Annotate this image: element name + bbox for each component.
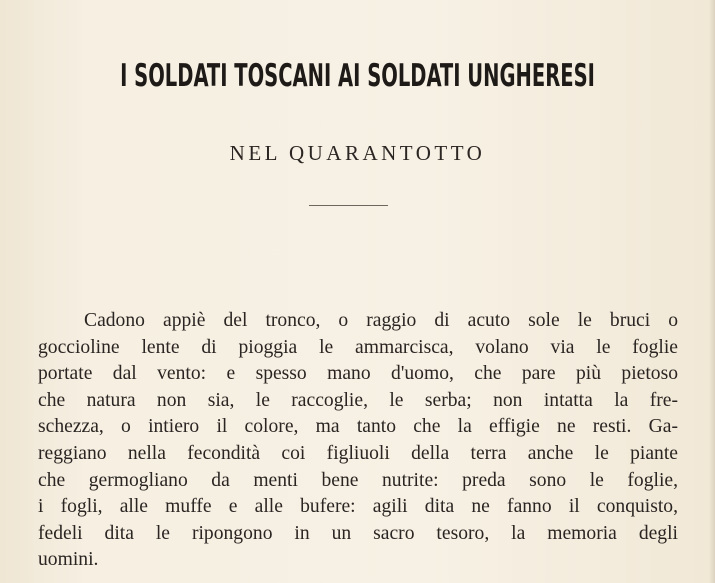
paragraph-line: reggiano nella fecondità coi figliuoli della terra anche le piante	[38, 442, 678, 464]
paragraph-line: fedeli dita le ripongono in un sacro tesoro, la memoria degli	[38, 522, 678, 544]
paragraph-line: che natura non sia, le raccoglie, le serba; non intatta la fre-	[38, 389, 678, 411]
paragraph-line: goccioline lente di pioggia le ammarcisca, volano via le foglie	[38, 336, 678, 358]
paragraph-line: i fogli, alle muffe e alle bufere: agili dita ne fanno il conquisto,	[38, 496, 678, 518]
paragraph-line: uomini.	[38, 549, 99, 571]
paragraph-line: schezza, o intiero il colore, ma tanto che la effigie ne resti. Ga-	[38, 416, 678, 438]
page-subtitle: NEL QUARANTOTTO	[229, 141, 486, 165]
body-paragraph	[38, 308, 678, 574]
paragraph-line: Cadono appiè del tronco, o raggio di acuto sole le bruci o	[84, 310, 678, 331]
paragraph-line: che germogliano da menti bene nutrite: preda sono le foglie,	[38, 469, 678, 491]
page-title: I SOLDATI TOSCANI AI SOLDATI UNGHERESI	[120, 58, 595, 94]
title-divider	[309, 205, 388, 206]
page-edge-shadow	[709, 0, 715, 583]
paragraph-line: portate dal vento: e spesso mano d'uomo, che pare più pietoso	[38, 363, 678, 385]
